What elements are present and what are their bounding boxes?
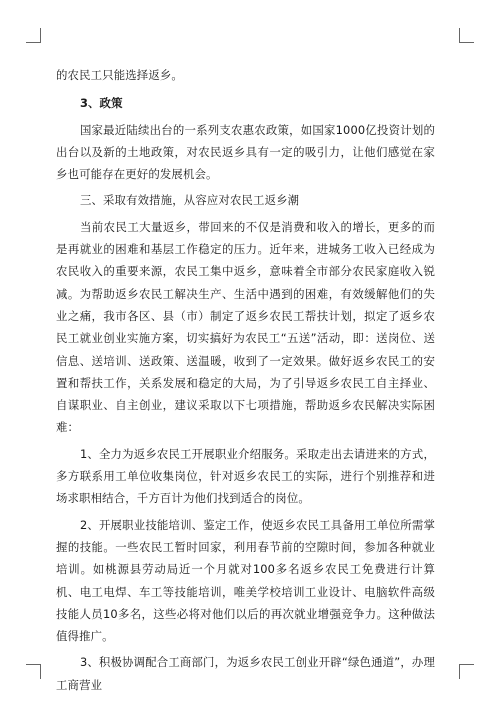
document-body [56, 64, 435, 696]
crop-mark-top-right [459, 28, 474, 43]
paragraph-measure-2: 2、开展职业技能培训、鉴定工作，使返乡农民工具备用工单位所需掌握的技能。一些农民工暂时回家，利用春节前的空隙时间，参加各种就业培训。如桃源县劳动局近一个月就对100多名返乡农民工免费进行计算机、电工电焊、车工等技能培训，唯美学校培训工业设计、电脑软件高级技能人员10多名，这些必将对他们以后的再次就业增强竞争力。这种做法值得推广。 [56, 517, 435, 644]
paragraph-measure-1: 1、全力为返乡农民工开展职业介绍服务。采取走出去请进来的方式，多方联系用工单位收集岗位，针对返乡农民工的实际，进行个别推荐和进场求职相结合，千方百计为他们找到适合的岗位。 [56, 446, 435, 506]
paragraph-continuation: 的农民工只能选择返乡。 [56, 68, 183, 82]
crop-mark-bottom-right [459, 664, 474, 679]
crop-mark-bottom-left [26, 664, 41, 679]
section-heading-policy: 3、政策 [79, 96, 123, 111]
paragraph-policy: 国家最近陆续出台的一系列支农惠农政策，如国家1000亿投资计划的出台以及新的土地政策，对农民返乡具有一定的吸引力，让他们感觉在家乡也可能存在更好的发展机会。 [56, 122, 435, 182]
crop-mark-top-left [26, 28, 41, 43]
paragraph-measure-3: 3、积极协调配合工商部门，为返乡农民工创业开辟“绿色通道”，办理工商营业 [56, 655, 435, 692]
section-heading-measures: 三、采取有效措施，从容应对农民工返乡潮 [79, 193, 300, 208]
paragraph-measures-intro: 当前农民工大量返乡，带回来的不仅是消费和收入的增长，更多的而是再就业的困难和基层工作稳定的压力。近年来，进城务工收入已经成为农民收入的重要来源，农民工集中返乡，意味着全市部分农民家庭收入锐减。为帮助返乡农民工解决生产、生活中遇到的困难，有效缓解他们的失业之痛，我市各区、县（市）制定了返乡农民工帮扶计划，拟定了返乡农民工就业创业实施方案，切实搞好为农民工“五送”活动，即：送岗位、送信息、送培训、送政策、送温暖，收到了一定效果。做好返乡农民工的安置和帮扶工作，关系发展和稳定的大局，为了引导返乡农民工自主择业、自谋职业、自主创业，建议采取以下七项措施，帮助返乡农民解决实际困难： [56, 219, 435, 435]
